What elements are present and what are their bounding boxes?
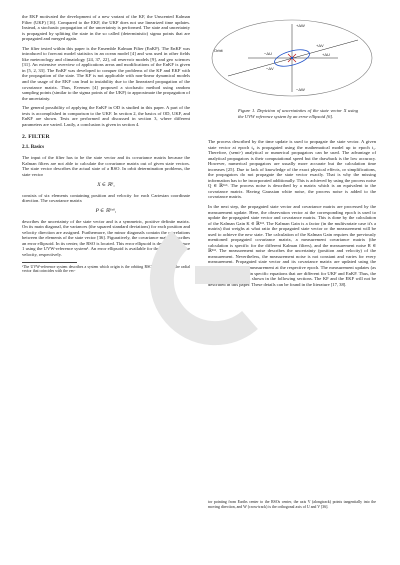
footnote-continued: tor pointing from Earths center to the RSOs center, the axis V (alongtrack) points tangentially into the moving direction, and W (cross-track) is the orthogonal axis of U and V [36].	[208, 500, 376, 509]
label-minus-du: −ΔU	[264, 51, 272, 56]
right-column	[208, 14, 376, 559]
footnote: ¹The UVW-reference system describes a system which origin is the orbiting RSO. Its axis U is the radial vector that coincides with the vec-	[22, 264, 190, 274]
right-body	[208, 139, 376, 291]
label-plus-du: +ΔU	[322, 52, 330, 57]
rso-marker	[291, 57, 293, 59]
paragraph: The filter tested within this paper is the Ensemble Kalman Filter (EnKF). The EnKF was introduced to forecast model statistics in an ocean model [4] and was used in other fields like meteorology and climatology [24, 37, 22], oil reservoir models [9], and geo sciences [31]. An extensive overview of applications areas and modifications of the EnKF is given in [5, 2, 33]. The EnKF was developed to conquer the problems of the KF and EKF with the propagation of the state. The KF is not applicable with non-linear dynamical models and the usage of the EKF can lead to instability due to the linearized propagation of the covariance matrix. Thus, Evensen [4] proposed a stochastic method using random sampling points (similar to the sigma points of the UKF) to approximate the propagation of the uncertainty.	[22, 45, 190, 101]
paragraph: The input of the filter has to be the state vector and its covariance matrix because the Kalman filters are not able to calculate the covariance matrix out of given state vectors. The state vector describes the actual state of a RSO. In orbit determination problems, the state vector	[22, 155, 190, 178]
right-footnote-area	[208, 500, 376, 509]
paragraph: the EKF motivated the development of a new variant of the KF, the Unscented Kalman Filter (UKF) [16]. Compared to the EKF, the UKF does not use linearized time updates. Instead, a stochastic propagation of the uncertainty is performed. The state and uncertainty is propagated by splitting the state in the so called (deterministic) sigma points that are propagated and merged again.	[22, 14, 190, 42]
paragraph: The general possibility of applying the EnKF in OD is studied in this paper. A part of the tests is accomplished in comparison to the UKF. In section 2, the basics of OD, UKF, and EnKF are shown. Tests are performed and discussed in section 3, where different parameters are varied. Lastly, a conclusion is given in section 4.	[22, 105, 190, 127]
error-ellipsoid-diagram	[208, 14, 376, 102]
equation-covariance: P ∈ ℝ⁶ˣ⁶,	[95, 207, 117, 214]
paragraph: consists of six elements containing position and velocity for each Cartesian coordinate direction. The covariance matrix	[22, 192, 190, 204]
label-minus-dw: −ΔW	[296, 87, 305, 92]
subsection-heading: 2.1. Basics	[22, 145, 45, 151]
label-orbit: Orbit	[214, 48, 223, 53]
figure-caption: Figure 1. Depiction of uncertainties of the state vector X using the UVW reference system by an error ellipsoid [6].	[238, 108, 358, 119]
label-plus-dv: +ΔV	[316, 43, 324, 48]
label-plus-dw: +ΔW	[296, 23, 305, 28]
paragraph: In the next step, the propagated state vector and covariance matrix are processed by the measurement update. Here, the observation vector at the corresponding epoch is used to update the propagated state vector and covariance matrix. This is done by the calculation of the Kalman Gain K ∈ ℝ⁶ˣ³. The Kalman Gain is a factor (in the multivariate case it's a matrix) that weighs at what ratio the propagated state vector or the measurement will be used to achieve the new state. The calculation of the Kalman Gain requires the previously mentioned propagated covariance matrix, a measurement covariance matrix (the calculation is specific for the different Kalman filters), and the measurement noise R ∈ ℝ³ˣ³. The measurement noise describes the uncertainty (position and velocity) of the measurement. Nevertheless, the measurement noise is not constant and varies for every measurement. Propagated state vector and its covariance matrix are updated using the Kalman Gain and the measurement at the respective epoch. The measurement updates (as the time update) contain specific equations that are different for UKF and EnKF. Thus, the detailed formulation is shown in the following sections. The KF and the EKF will not be described in this paper. These details can be found in the literature [17, 38].	[208, 204, 376, 287]
paragraph: describes the uncertainty of the state vector and is a symmetric, positive definite matrix. On its main diagonal, the variances (the squared standard deviations) for each position and velocity direction are assigned. Furthermore, the minor diagonals contain the correlations between the elements of the state vector [36]. Figuratively, the covariance matrix describes an error ellipsoid. In its center, the RSO is located. This error ellipsoid is depicted in Figure 1 using the UVW-reference system¹. An error ellipsoid is available for the position and the velocity, respectively.	[22, 218, 191, 257]
paragraph: The process described by the time update is used to propagate the state vector. A given state vector at epoch t₀ is propagated using the mathematical model up to epoch t₁. Therefore, (semi-) analytical or numerical propagators can be used. The advantage of analytical propagators is their computational speed but the drawback is the low accuracy. However, numerical propagators are usually more accurate but the calculation time increases [25]. Due to lack of knowledge of the exact physical effects, or simplifications, the propagators do not propagate the state vector exactly. That is why the missing information has to be incorporated additionally. This is achieved by using the process noise Q ∈ ℝ⁶ˣ⁶. The process noise is described by a matrix which is an equivalent to the covariance matrix. Having Gaussian white noise, the process noise is added to the covariance matrix.	[208, 139, 376, 200]
figure-1	[208, 14, 376, 102]
label-minus-dv: −ΔV	[266, 66, 274, 71]
footnote-rule	[22, 262, 77, 263]
left-column	[22, 14, 190, 274]
equation-state-vector: X ∈ ℝ⁶,	[97, 181, 115, 188]
section-heading: 2. FILTER	[22, 134, 50, 141]
